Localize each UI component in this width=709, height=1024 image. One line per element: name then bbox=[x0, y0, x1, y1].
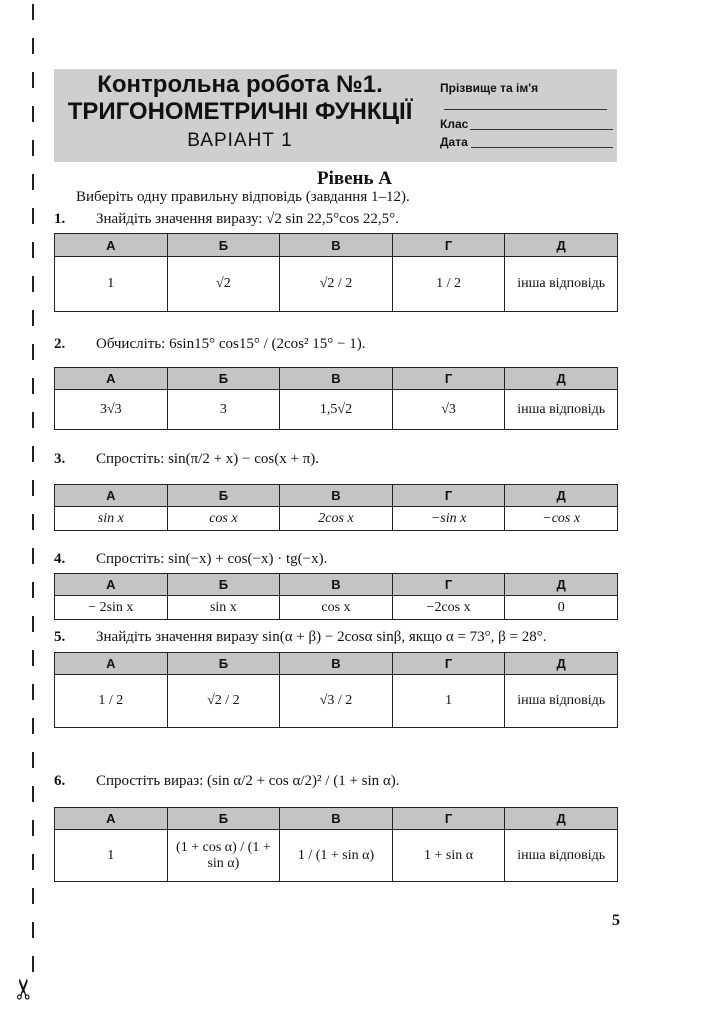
answer-table-4 bbox=[54, 573, 618, 620]
cut-line-dash bbox=[32, 412, 34, 428]
cut-line-dash bbox=[32, 310, 34, 326]
col-e: Д bbox=[505, 234, 618, 257]
answer-c[interactable]: 1 / (1 + sin α) bbox=[280, 830, 393, 882]
col-a: А bbox=[55, 485, 168, 507]
cut-line-dash bbox=[32, 752, 34, 768]
col-a: А bbox=[55, 808, 168, 830]
col-b: Б bbox=[167, 234, 280, 257]
col-d: Г bbox=[392, 808, 505, 830]
answer-c[interactable]: √3 / 2 bbox=[280, 675, 393, 728]
col-c: В bbox=[280, 808, 393, 830]
question-number: 2. bbox=[54, 336, 66, 352]
instructions: Виберіть одну правильну відповідь (завдання 1–12). bbox=[76, 189, 410, 205]
col-b: Б bbox=[167, 368, 280, 390]
answer-c[interactable]: 1,5√2 bbox=[280, 390, 393, 430]
col-c: В bbox=[280, 574, 393, 596]
col-c: В bbox=[280, 653, 393, 675]
col-a: А bbox=[55, 368, 168, 390]
test-topic: ТРИГОНОМЕТРИЧНІ ФУНКЦІЇ bbox=[67, 98, 413, 125]
cut-line-dash bbox=[32, 548, 34, 564]
cut-line-dash bbox=[32, 820, 34, 836]
col-e: Д bbox=[505, 808, 618, 830]
col-e: Д bbox=[505, 368, 618, 390]
cut-line-dash bbox=[32, 242, 34, 258]
answer-e[interactable]: інша відповідь bbox=[505, 257, 618, 312]
variant-label: ВАРІАНТ 1 bbox=[187, 130, 293, 151]
cut-line-dash bbox=[32, 344, 34, 360]
date-field-line[interactable] bbox=[471, 147, 613, 148]
answer-d[interactable]: −sin x bbox=[392, 507, 505, 531]
answer-a[interactable]: − 2sin x bbox=[55, 596, 168, 620]
answer-table-3 bbox=[54, 484, 618, 531]
level-heading: Рівень А bbox=[316, 168, 393, 189]
col-e: Д bbox=[505, 653, 618, 675]
answer-b[interactable]: cos x bbox=[167, 507, 280, 531]
answer-e[interactable]: −cos x bbox=[505, 507, 618, 531]
answer-table-1 bbox=[54, 233, 618, 312]
date-field-label: Дата bbox=[440, 135, 468, 149]
answer-b[interactable]: (1 + cos α) / (1 + sin α) bbox=[167, 830, 280, 882]
col-d: Г bbox=[392, 653, 505, 675]
class-field-label: Клас bbox=[440, 117, 469, 131]
answer-d[interactable]: −2cos x bbox=[392, 596, 505, 620]
cut-line-dash bbox=[32, 582, 34, 598]
cut-line-dash bbox=[32, 208, 34, 224]
answer-b[interactable]: √2 bbox=[167, 257, 280, 312]
answer-table-5 bbox=[54, 652, 618, 728]
col-d: Г bbox=[392, 368, 505, 390]
col-d: Г bbox=[392, 234, 505, 257]
cut-line-dash bbox=[32, 106, 34, 122]
col-c: В bbox=[280, 234, 393, 257]
col-e: Д bbox=[505, 574, 618, 596]
answer-b[interactable]: 3 bbox=[167, 390, 280, 430]
cut-line-dash bbox=[32, 4, 34, 20]
question-text: Обчисліть: 6sin15° cos15° / (2cos² 15° − 1). bbox=[96, 336, 366, 352]
cut-line-dash bbox=[32, 276, 34, 292]
cut-line-dash bbox=[32, 922, 34, 938]
cut-line-dash bbox=[32, 446, 34, 462]
answer-a[interactable]: sin x bbox=[55, 507, 168, 531]
col-c: В bbox=[280, 485, 393, 507]
question-text: Знайдіть значення виразу: √2 sin 22,5°cos 22,5°. bbox=[96, 211, 399, 227]
answer-c[interactable]: √2 / 2 bbox=[280, 257, 393, 312]
answer-a[interactable]: 1 bbox=[55, 257, 168, 312]
scissors-icon: ✂ bbox=[9, 977, 41, 1001]
name-field-line[interactable] bbox=[444, 109, 607, 110]
answer-a[interactable]: 1 bbox=[55, 830, 168, 882]
cut-line-dash bbox=[32, 514, 34, 530]
answer-d[interactable]: 1 / 2 bbox=[392, 257, 505, 312]
question-text: Спростіть вираз: (sin α/2 + cos α/2)² / (1 + sin α). bbox=[96, 773, 400, 789]
answer-d[interactable]: √3 bbox=[392, 390, 505, 430]
question-text: Спростіть: sin(π/2 + x) − cos(x + π). bbox=[96, 451, 320, 467]
cut-line-dash bbox=[32, 140, 34, 156]
page-number: 5 bbox=[612, 912, 620, 929]
answer-a[interactable]: 3√3 bbox=[55, 390, 168, 430]
cut-line-dash bbox=[32, 888, 34, 904]
answer-a[interactable]: 1 / 2 bbox=[55, 675, 168, 728]
cut-line-dash bbox=[32, 956, 34, 972]
question-text: Спростіть: sin(−x) + cos(−x) · tg(−x). bbox=[96, 551, 328, 567]
question-number: 5. bbox=[54, 629, 66, 645]
col-c: В bbox=[280, 368, 393, 390]
answer-e[interactable]: інша відповідь bbox=[505, 675, 618, 728]
question-number: 4. bbox=[54, 551, 66, 567]
answer-e[interactable]: інша відповідь bbox=[505, 830, 618, 882]
cut-line-dash bbox=[32, 650, 34, 666]
question-number: 3. bbox=[54, 451, 66, 467]
name-field-label: Прізвище та ім'я bbox=[440, 81, 539, 95]
test-title: Контрольна робота №1. bbox=[97, 71, 383, 98]
cut-line-dash bbox=[32, 616, 34, 632]
question-number: 6. bbox=[54, 773, 66, 789]
cut-line bbox=[31, 0, 35, 1024]
question-text: Знайдіть значення виразу sin(α + β) − 2cosα sinβ, якщо α = 73°, β = 28°. bbox=[96, 629, 547, 645]
col-a: А bbox=[55, 574, 168, 596]
title-banner bbox=[54, 69, 617, 162]
cut-line-dash bbox=[32, 718, 34, 734]
question-number: 1. bbox=[54, 211, 66, 227]
col-b: Б bbox=[167, 574, 280, 596]
answer-d[interactable]: 1 + sin α bbox=[392, 830, 505, 882]
cut-line-dash bbox=[32, 38, 34, 54]
cut-line-dash bbox=[32, 684, 34, 700]
cut-line-dash bbox=[32, 378, 34, 394]
answer-c[interactable]: 2cos x bbox=[280, 507, 393, 531]
cut-line-dash bbox=[32, 786, 34, 802]
class-field-line[interactable] bbox=[470, 129, 613, 130]
col-b: Б bbox=[167, 808, 280, 830]
cut-line-dash bbox=[32, 72, 34, 88]
answer-b[interactable]: sin x bbox=[167, 596, 280, 620]
answer-c[interactable]: cos x bbox=[280, 596, 393, 620]
answer-table-6 bbox=[54, 807, 618, 882]
answer-e[interactable]: 0 bbox=[505, 596, 618, 620]
cut-line-dash bbox=[32, 854, 34, 870]
answer-table-2 bbox=[54, 367, 618, 430]
col-a: А bbox=[55, 653, 168, 675]
col-b: Б bbox=[167, 485, 280, 507]
answer-b[interactable]: √2 / 2 bbox=[167, 675, 280, 728]
col-d: Г bbox=[392, 574, 505, 596]
answer-e[interactable]: інша відповідь bbox=[505, 390, 618, 430]
col-a: А bbox=[55, 234, 168, 257]
cut-line-dash bbox=[32, 480, 34, 496]
col-e: Д bbox=[505, 485, 618, 507]
answer-d[interactable]: 1 bbox=[392, 675, 505, 728]
col-d: Г bbox=[392, 485, 505, 507]
col-b: Б bbox=[167, 653, 280, 675]
